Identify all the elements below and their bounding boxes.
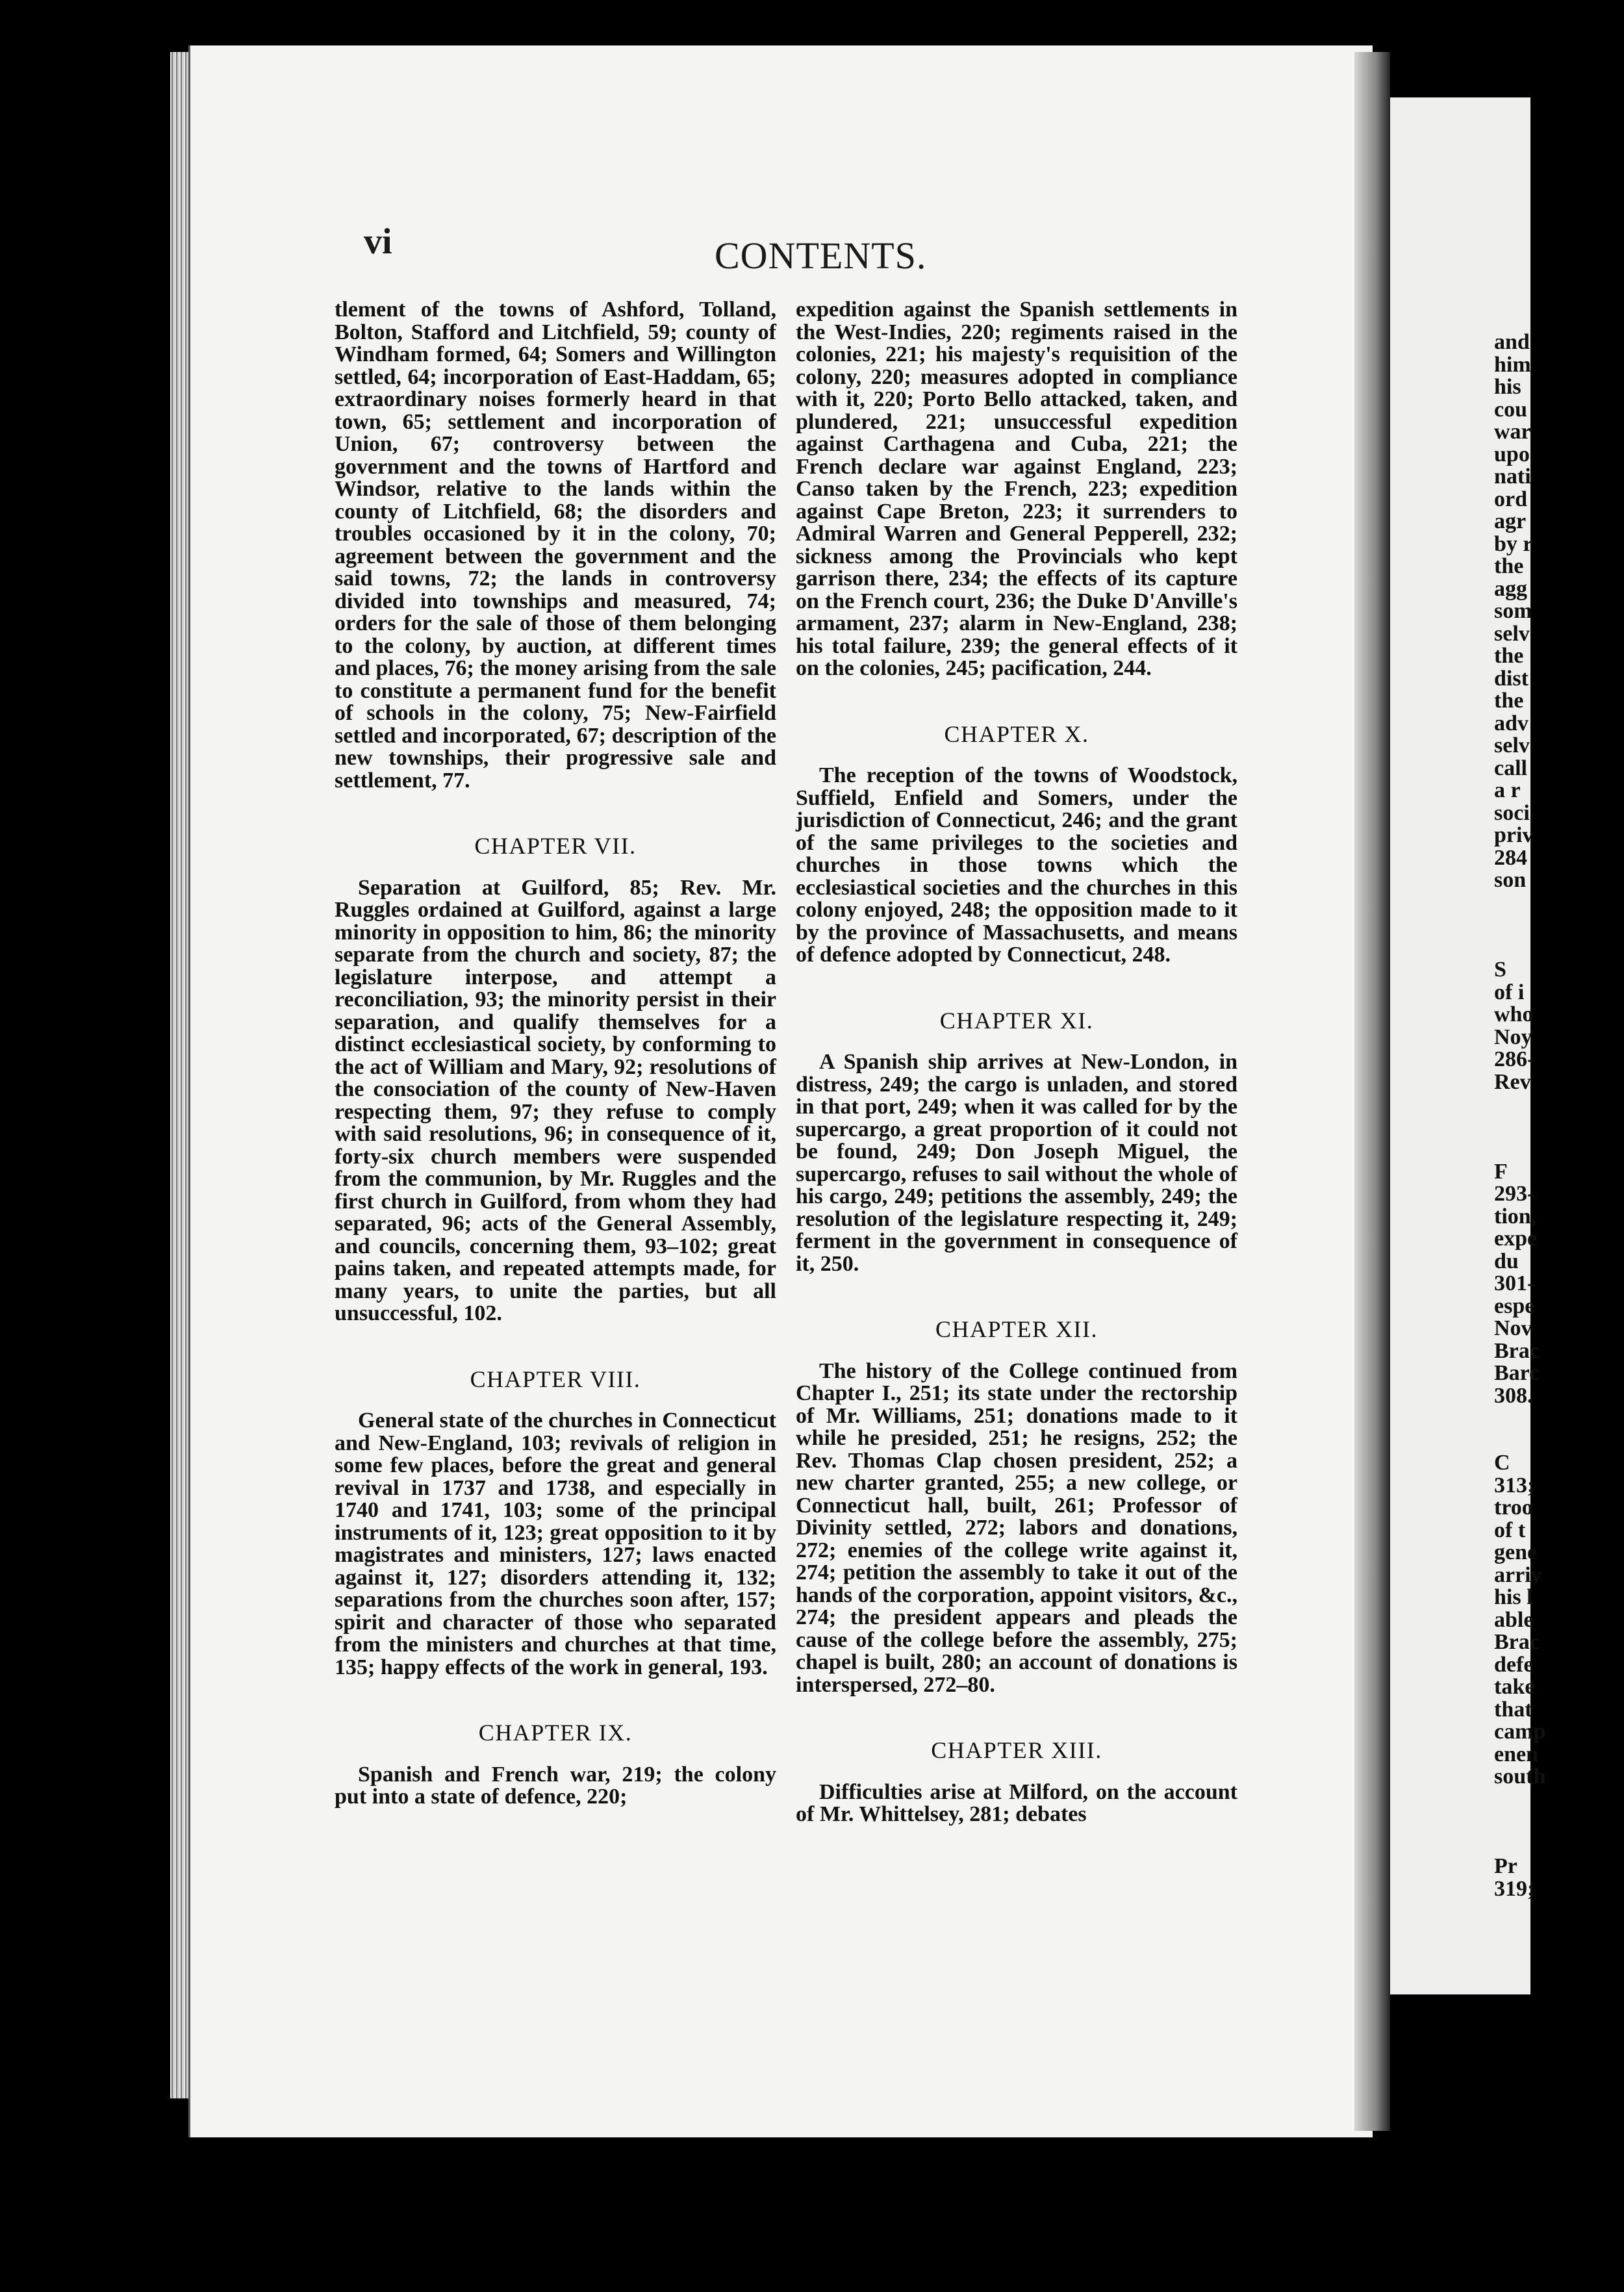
facing-page-word-fragment: 308. <box>1494 1383 1533 1408</box>
chapter-heading: CHAPTER XII. <box>935 1316 1098 1342</box>
chapter-heading: CHAPTER XIII. <box>931 1737 1102 1763</box>
facing-page-word-fragment: selv <box>1494 621 1530 646</box>
facing-page-word-fragment: the <box>1494 644 1524 668</box>
facing-page-word-fragment: by r <box>1494 531 1533 556</box>
facing-page-word-fragment: of i <box>1494 980 1525 1004</box>
page-gutter-shadow <box>1354 52 1390 2131</box>
facing-page-word-fragment: selv <box>1494 733 1530 758</box>
facing-page-word-fragment: S <box>1494 958 1506 982</box>
facing-page-word-fragment: Nov <box>1494 1316 1532 1340</box>
facing-page-word-fragment: Brac <box>1494 1338 1540 1363</box>
facing-page-word-fragment: F <box>1494 1159 1508 1184</box>
chapter-summary: Spanish and French war, 219; the colony put into a state of defence, 220; <box>335 1762 776 1809</box>
chapter-heading: CHAPTER VIII. <box>470 1366 641 1392</box>
facing-page-word-fragment: who <box>1494 1002 1534 1026</box>
chapter-heading: CHAPTER IX. <box>478 1720 633 1746</box>
facing-page-word-fragment: du <box>1494 1249 1519 1273</box>
facing-page-word-fragment: the <box>1494 689 1524 713</box>
facing-page-word-fragment: Brac <box>1494 1630 1540 1654</box>
facing-page-word-fragment: upo <box>1494 442 1530 466</box>
facing-page-word-fragment: gene <box>1494 1540 1538 1564</box>
facing-page-word-fragment: Barc <box>1494 1361 1540 1385</box>
facing-page-word-fragment: troo <box>1494 1496 1533 1520</box>
chapter-summary: A Spanish ship arrives at New-London, in distress, 249; the cargo is unladen, and stored in that port, 249; when it was called for by the supercargo, a great proportion of it could not be found, 249; Don Joseph Miguel, the supercargo, refuses to sail without the whole of his cargo, 249; petitions the assembly, 249; the resolution of the legislature respecting it, 249; ferment in the government in consequence of it, 250. <box>796 1050 1237 1276</box>
facing-page-word-fragment: 286- <box>1494 1047 1535 1071</box>
facing-page-word-fragment: cou <box>1494 397 1527 422</box>
facing-page-word-fragment: 293- <box>1494 1182 1535 1206</box>
facing-page-word-fragment: 301- <box>1494 1271 1535 1295</box>
facing-page-word-fragment: expe <box>1494 1227 1538 1251</box>
page-title: CONTENTS. <box>715 235 927 277</box>
facing-page-word-fragment: take <box>1494 1675 1535 1699</box>
facing-page-word-fragment: soci <box>1494 800 1530 825</box>
facing-page-word-fragment: a r <box>1494 778 1521 802</box>
facing-page-word-fragment: camp <box>1494 1720 1546 1744</box>
facing-page-word-fragment: adv <box>1494 711 1529 735</box>
facing-page-word-fragment: dist <box>1494 666 1529 691</box>
facing-page-word-fragment: him <box>1494 352 1531 377</box>
facing-page-word-fragment: defe <box>1494 1652 1534 1677</box>
facing-page-word-fragment: war <box>1494 420 1531 444</box>
right-column <box>796 299 1237 1826</box>
left-column <box>335 299 776 1809</box>
facing-page-word-fragment: enen <box>1494 1742 1538 1766</box>
facing-page-word-fragment: 284 <box>1494 845 1527 870</box>
chapter-summary: Difficulties arise at Milford, on the account of Mr. Whittelsey, 281; debates <box>796 1779 1237 1826</box>
facing-page-word-fragment: priv <box>1494 823 1534 847</box>
facing-page-word-fragment: 319; <box>1494 1876 1535 1901</box>
facing-page-word-fragment: able <box>1494 1607 1534 1632</box>
chapter-heading: CHAPTER VII. <box>474 833 637 859</box>
facing-page-word-fragment: Pr <box>1494 1854 1517 1878</box>
chapter-summary: General state of the churches in Connecticut and New-England, 103; revivals of religion in some few places, before the great and general revival in 1737 and 1738, and especially in 1740 and 1741, 103; some of the principal instruments of it, 123; great opposition to it by magistrates and ministers, 127; laws enacted against it, 127; disorders attending it, 132; separations from the churches soon after, 157; spirit and character of those who separated from the ministers and churches at that time, 135; happy effects of the work in general, 193. <box>335 1408 776 1679</box>
facing-page-word-fragment: agr <box>1494 509 1527 533</box>
facing-page-word-fragment: of t <box>1494 1518 1526 1542</box>
chapter-summary: The history of the College continued from Chapter I., 251; its state under the rectorship of Mr. Williams, 251; donations made to it while he presided, 251; he resigns, 252; the Rev. Thomas Clap chosen president, 252; a new charter granted, 255; a new college, or Connecticut hall, built, 261; Professor of Divinity settled, 272; labors and donations, 272; enemies of the college write against it, 274; petition the assembly to take it out of the hands of the corporation, appoint visitors, &c., 274; the president appears and pleads the cause of the college before the assembly, 275; chapel is built, 280; an account of donations is interspersed, 272–80. <box>796 1358 1237 1697</box>
facing-page-word-fragment: his l <box>1494 1585 1533 1609</box>
facing-page-word-fragment: his <box>1494 375 1521 399</box>
facing-page-word-fragment: south <box>1494 1764 1546 1789</box>
chapter-summary: Separation at Guilford, 85; Rev. Mr. Ruggles ordained at Guilford, against a large minority in opposition to him, 86; the minority separate from the church and society, 87; the legislature interpose, and attempt a reconciliation, 93; the minority persist in their separation, and qualify themselves for a distinct ecclesiastical society, by conforming to the act of William and Mary, 92; resolutions of the consociation of the county of New-Haven respecting them, 97; they refuse to comply with said resolutions, 96; in consequence of it, forty-six church members were suspended from the communion, by Mr. Ruggles and the first church in Guilford, from whom they had separated, 96; acts of the General Assembly, and councils, concerning them, 93–102; great pains taken, and repeated attempts made, for many years, to unite the parties, but all unsuccessful, 102. <box>335 875 776 1325</box>
facing-page-word-fragment: son <box>1494 868 1527 892</box>
chapter-summary: The reception of the towns of Woodstock, Suffield, Enfield and Somers, under the jurisdiction of Connecticut, 246; and the grant of the same privileges to the societies and churches in those towns which the ecclesiastical societies and the churches in this colony enjoyed, 248; the opposition made to it by the province of Massachusetts, and means of defence adopted by Connecticut, 248. <box>796 763 1237 967</box>
continued-entry: tlement of the towns of Ashford, Tolland, Bolton, Stafford and Litchfield, 59; county of Windham formed, 64; Somers and Willington settled, 64; incorporation of East-Haddam, 65; extraordinary noises formerly heard in that town, 65; settlement and incorporation of Union, 67; controversy between the government and the towns of Hartford and Windsor, relative to the lands within the county of Litchfield, 68; the disorders and troubles occasioned by it in the colony, 70; agreement between the government and the said towns, 72; the lands in controversy divided into townships and measured, 74; orders for the sale of those of them belonging to the colony, by auction, at different times and places, 76; the money arising from the sale to constitute a permanent fund for the benefit of schools in the colony, 75; New-Fairfield settled and incorporated, 67; description of the new townships, their progressive sale and settlement, 77. <box>335 298 776 793</box>
chapter-heading: CHAPTER XI. <box>939 1007 1094 1034</box>
facing-page-word-fragment: arriv <box>1494 1562 1542 1587</box>
chapter-heading: CHAPTER X. <box>944 720 1089 747</box>
facing-page-word-fragment: ord <box>1494 487 1527 511</box>
facing-page-word-fragment: the <box>1494 554 1524 578</box>
facing-page-word-fragment: nati <box>1494 465 1531 489</box>
page-number: vi <box>364 222 392 262</box>
facing-page-word-fragment: tion, <box>1494 1204 1537 1229</box>
facing-page-word-fragment: C <box>1494 1451 1510 1475</box>
facing-page-word-fragment: 313; <box>1494 1473 1535 1497</box>
facing-page-word-fragment: agg <box>1494 576 1527 601</box>
facing-page-word-fragment: som <box>1494 599 1532 623</box>
facing-page-word-fragment: Rev <box>1494 1069 1531 1094</box>
book-spine-edge <box>170 52 190 2098</box>
facing-page-word-fragment: call <box>1494 756 1527 780</box>
facing-page-word-fragment: that <box>1494 1697 1532 1722</box>
facing-page-word-fragment: espe <box>1494 1293 1535 1318</box>
facing-page-word-fragment: and <box>1494 330 1530 354</box>
facing-page-word-fragment: Noy <box>1494 1025 1532 1049</box>
continued-entry: expedition against the Spanish settlements in the West-Indies, 220; regiments raised in the colonies, 221; his majesty's requisition of the colony, 220; measures adopted in compliance with it, 220; Porto Bello attacked, taken, and plundered, 221; unsuccessful expedition against Carthagena and Cuba, 221; the French declare war against England, 223; Canso taken by the French, 223; expedition against Cape Breton, 223; it surrenders to Admiral Warren and General Pepperell, 232; sickness among the Provincials who kept garrison there, 234; the effects of its capture on the French court, 236; the Duke D'Anville's armament, 237; alarm in New-England, 238; his total failure, 239; the general effects of it on the colonies, 245; pacification, 244. <box>796 298 1237 680</box>
facing-page-fragment <box>1390 97 1546 1994</box>
